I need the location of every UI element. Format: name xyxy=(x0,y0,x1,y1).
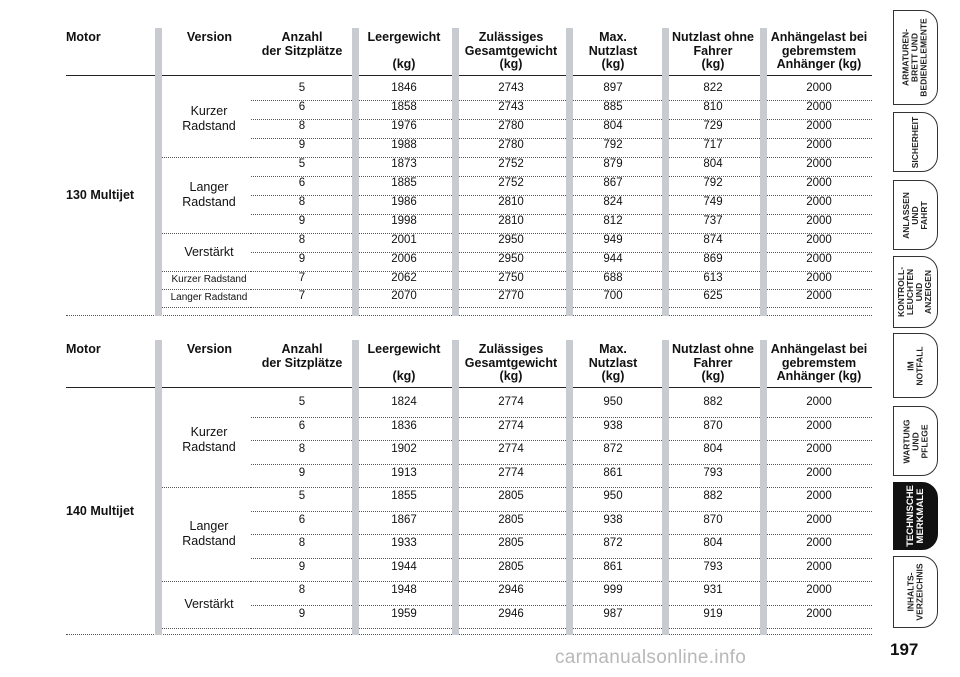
cell-payload: 938 xyxy=(603,419,623,432)
chapter-tabs xyxy=(893,0,960,677)
tab-label: ARMATUREN- BRETT UND BEDIENELEMENTE xyxy=(901,18,929,97)
tab-chapter-7[interactable] xyxy=(893,482,938,550)
cell-payload: 700 xyxy=(603,290,623,302)
version-label: Langer Radstand xyxy=(170,292,248,303)
tab-chapter-4[interactable] xyxy=(893,256,938,328)
header-payload: Max. Nutzlast (kg) xyxy=(588,342,638,383)
cell-seats: 8 xyxy=(298,120,306,132)
cell-payload: 872 xyxy=(603,443,623,456)
table-bottom-line xyxy=(66,634,872,635)
cell-gross: 2950 xyxy=(498,234,524,246)
table-row xyxy=(66,394,872,418)
cell-seats: 9 xyxy=(298,253,306,265)
cell-trailer: 2000 xyxy=(806,177,832,189)
cell-empty: 1933 xyxy=(391,537,417,550)
version-label: Langer Radstand xyxy=(182,519,236,548)
cell-payload_nodriver: 804 xyxy=(703,537,723,550)
tab-label: WARTUNG UND PFLEGE xyxy=(901,419,930,463)
watermark: carmanualsonline.info xyxy=(555,647,747,668)
header-motor: Motor xyxy=(66,342,101,356)
cell-seats: 9 xyxy=(298,139,306,151)
cell-seats: 7 xyxy=(298,290,306,302)
tab-chapter-5[interactable] xyxy=(893,333,938,398)
cell-payload: 885 xyxy=(603,101,623,113)
motor-label: 130 Multijet xyxy=(66,188,135,202)
tab-chapter-2[interactable] xyxy=(893,112,938,172)
version-label: Kurzer Radstand xyxy=(182,104,236,133)
cell-seats: 5 xyxy=(298,490,306,503)
version-divider xyxy=(162,487,251,488)
version-label: Kurzer Radstand xyxy=(171,274,247,285)
cell-payload_nodriver: 625 xyxy=(703,290,723,302)
table-row xyxy=(66,488,872,512)
cell-trailer: 2000 xyxy=(806,443,832,456)
header-payload: Max. Nutzlast (kg) xyxy=(588,30,638,71)
cell-seats: 5 xyxy=(298,396,306,409)
cell-gross: 2950 xyxy=(498,253,524,265)
tab-label: ANLASSEN UND FAHRT xyxy=(901,191,930,239)
column-bar xyxy=(452,340,459,635)
tab-label: INHALTS- VERZEICHNIS xyxy=(905,563,925,621)
cell-empty: 1944 xyxy=(391,560,417,573)
header-version: Version xyxy=(186,342,233,356)
cell-payload_nodriver: 882 xyxy=(703,396,723,409)
version-divider xyxy=(162,233,251,234)
cell-trailer: 2000 xyxy=(806,466,832,479)
cell-payload: 938 xyxy=(603,513,623,526)
cell-trailer: 2000 xyxy=(806,120,832,132)
cell-payload: 824 xyxy=(603,196,623,208)
version-label: Kurzer Radstand xyxy=(182,425,236,454)
cell-gross: 2743 xyxy=(498,101,524,113)
cell-payload: 867 xyxy=(603,177,623,189)
cell-empty: 1858 xyxy=(391,101,417,113)
table-row xyxy=(66,559,872,583)
cell-payload: 861 xyxy=(603,466,623,479)
cell-seats: 9 xyxy=(298,607,306,620)
cell-payload_nodriver: 717 xyxy=(703,139,723,151)
table-row xyxy=(66,465,872,489)
version-label: Verstärkt xyxy=(184,597,234,611)
cell-seats: 8 xyxy=(298,584,306,597)
header-motor: Motor xyxy=(66,30,101,44)
cell-empty: 1959 xyxy=(391,607,417,620)
cell-payload_nodriver: 931 xyxy=(703,584,723,597)
cell-seats: 6 xyxy=(298,419,306,432)
version-divider xyxy=(162,581,251,582)
page-number: 197 xyxy=(890,640,919,659)
version-label: Langer Radstand xyxy=(182,180,236,209)
cell-empty: 1885 xyxy=(391,177,417,189)
cell-gross: 2946 xyxy=(498,584,524,597)
cell-gross: 2805 xyxy=(498,560,524,573)
cell-payload: 999 xyxy=(603,584,623,597)
header-gross: Zulässiges Gesamtgewicht (kg) xyxy=(464,30,558,71)
cell-trailer: 2000 xyxy=(806,396,832,409)
table-row xyxy=(66,158,872,177)
cell-gross: 2774 xyxy=(498,466,524,479)
column-bar xyxy=(662,340,669,635)
cell-gross: 2752 xyxy=(498,158,524,170)
cell-payload_nodriver: 870 xyxy=(703,513,723,526)
cell-gross: 2780 xyxy=(498,120,524,132)
header-trailer: Anhängelast bei gebremstem Anhänger (kg) xyxy=(770,342,868,383)
cell-payload: 949 xyxy=(603,234,623,246)
header-seats: Anzahl der Sitzplätze xyxy=(261,30,343,58)
cell-payload: 861 xyxy=(603,560,623,573)
weights-table-140 xyxy=(66,340,872,635)
cell-gross: 2805 xyxy=(498,490,524,503)
cell-payload_nodriver: 613 xyxy=(703,272,723,284)
tab-chapter-3[interactable] xyxy=(893,180,938,250)
header-empty: Leergewicht (kg) xyxy=(367,342,441,383)
cell-gross: 2810 xyxy=(498,196,524,208)
cell-empty: 1948 xyxy=(391,584,417,597)
cell-trailer: 2000 xyxy=(806,215,832,227)
cell-gross: 2752 xyxy=(498,177,524,189)
cell-trailer: 2000 xyxy=(806,490,832,503)
cell-seats: 7 xyxy=(298,272,306,284)
cell-payload: 804 xyxy=(603,120,623,132)
cell-payload_nodriver: 810 xyxy=(703,101,723,113)
tab-label: KONTROLL- LEUCHTEN UND ANZEIGEN xyxy=(896,266,934,318)
cell-trailer: 2000 xyxy=(806,584,832,597)
cell-empty: 1855 xyxy=(391,490,417,503)
cell-trailer: 2000 xyxy=(806,272,832,284)
cell-payload_nodriver: 870 xyxy=(703,419,723,432)
tab-chapter-1[interactable] xyxy=(893,10,938,105)
cell-payload_nodriver: 792 xyxy=(703,177,723,189)
table-row xyxy=(66,82,872,101)
cell-trailer: 2000 xyxy=(806,253,832,265)
cell-payload: 950 xyxy=(603,490,623,503)
cell-payload_nodriver: 882 xyxy=(703,490,723,503)
cell-trailer: 2000 xyxy=(806,82,832,94)
tab-chapter-8[interactable] xyxy=(893,556,938,628)
cell-seats: 6 xyxy=(298,101,306,113)
column-bar xyxy=(155,340,162,635)
version-divider xyxy=(162,289,251,290)
cell-gross: 2750 xyxy=(498,272,524,284)
header-seats: Anzahl der Sitzplätze xyxy=(261,342,343,370)
cell-gross: 2805 xyxy=(498,513,524,526)
table-body xyxy=(66,76,872,316)
cell-trailer: 2000 xyxy=(806,537,832,550)
cell-payload_nodriver: 793 xyxy=(703,560,723,573)
cell-empty: 1998 xyxy=(391,215,417,227)
cell-empty: 1976 xyxy=(391,120,417,132)
cell-gross: 2946 xyxy=(498,607,524,620)
header-empty: Leergewicht (kg) xyxy=(367,30,441,71)
cell-empty: 1902 xyxy=(391,443,417,456)
header-trailer: Anhängelast bei gebremstem Anhänger (kg) xyxy=(770,30,868,71)
cell-seats: 5 xyxy=(298,82,306,94)
cell-payload_nodriver: 793 xyxy=(703,466,723,479)
cell-empty: 1867 xyxy=(391,513,417,526)
cell-gross: 2780 xyxy=(498,139,524,151)
cell-seats: 9 xyxy=(298,560,306,573)
tab-label: IM NOTFALL xyxy=(905,345,925,386)
cell-gross: 2810 xyxy=(498,215,524,227)
table-row xyxy=(66,215,872,234)
cell-trailer: 2000 xyxy=(806,101,832,113)
header-version: Version xyxy=(186,30,233,44)
column-bar xyxy=(662,28,669,316)
cell-trailer: 2000 xyxy=(806,419,832,432)
header-payload_nodriver: Nutzlast ohne Fahrer (kg) xyxy=(672,30,754,71)
cell-trailer: 2000 xyxy=(806,513,832,526)
cell-seats: 8 xyxy=(298,196,306,208)
tab-chapter-6[interactable] xyxy=(893,406,938,476)
cell-seats: 9 xyxy=(298,215,306,227)
cell-payload: 879 xyxy=(603,158,623,170)
column-bar xyxy=(155,28,162,316)
cell-payload_nodriver: 804 xyxy=(703,443,723,456)
cell-empty: 1836 xyxy=(391,419,417,432)
cell-trailer: 2000 xyxy=(806,234,832,246)
cell-payload_nodriver: 737 xyxy=(703,215,723,227)
cell-empty: 1873 xyxy=(391,158,417,170)
cell-payload: 944 xyxy=(603,253,623,265)
column-bar xyxy=(760,28,767,316)
cell-empty: 2006 xyxy=(391,253,417,265)
cell-seats: 6 xyxy=(298,513,306,526)
cell-empty: 1824 xyxy=(391,396,417,409)
cell-gross: 2774 xyxy=(498,443,524,456)
row-divider xyxy=(251,628,872,629)
cell-trailer: 2000 xyxy=(806,139,832,151)
cell-payload: 812 xyxy=(603,215,623,227)
table-body xyxy=(66,388,872,635)
cell-gross: 2774 xyxy=(498,396,524,409)
column-bar xyxy=(452,28,459,316)
table-row xyxy=(66,139,872,158)
cell-payload: 792 xyxy=(603,139,623,151)
cell-payload: 950 xyxy=(603,396,623,409)
cell-seats: 5 xyxy=(298,158,306,170)
cell-empty: 1846 xyxy=(391,82,417,94)
cell-gross: 2774 xyxy=(498,419,524,432)
cell-payload: 872 xyxy=(603,537,623,550)
table-header xyxy=(66,28,872,76)
cell-payload_nodriver: 729 xyxy=(703,120,723,132)
cell-seats: 8 xyxy=(298,234,306,246)
cell-trailer: 2000 xyxy=(806,560,832,573)
version-divider xyxy=(162,157,251,158)
version-divider xyxy=(162,271,251,272)
column-bar xyxy=(352,340,359,635)
version-divider xyxy=(162,628,251,629)
cell-payload: 688 xyxy=(603,272,623,284)
row-divider xyxy=(251,307,872,308)
cell-payload_nodriver: 749 xyxy=(703,196,723,208)
cell-trailer: 2000 xyxy=(806,290,832,302)
cell-gross: 2805 xyxy=(498,537,524,550)
version-label: Verstärkt xyxy=(184,244,234,259)
cell-seats: 8 xyxy=(298,537,306,550)
cell-empty: 2070 xyxy=(391,290,417,302)
table-bottom-line xyxy=(66,315,872,316)
cell-gross: 2743 xyxy=(498,82,524,94)
cell-empty: 1986 xyxy=(391,196,417,208)
cell-seats: 9 xyxy=(298,466,306,479)
cell-payload: 987 xyxy=(603,607,623,620)
cell-empty: 1988 xyxy=(391,139,417,151)
column-bar xyxy=(566,28,573,316)
motor-label: 140 Multijet xyxy=(66,503,135,518)
cell-empty: 2001 xyxy=(391,234,417,246)
column-bar xyxy=(760,340,767,635)
cell-payload_nodriver: 919 xyxy=(703,607,723,620)
cell-empty: 1913 xyxy=(391,466,417,479)
column-bar xyxy=(352,28,359,316)
cell-empty: 2062 xyxy=(391,272,417,284)
cell-trailer: 2000 xyxy=(806,158,832,170)
cell-trailer: 2000 xyxy=(806,607,832,620)
cell-gross: 2770 xyxy=(498,290,524,302)
cell-trailer: 2000 xyxy=(806,196,832,208)
tab-label: SICHERHEIT xyxy=(910,116,921,168)
header-payload_nodriver: Nutzlast ohne Fahrer (kg) xyxy=(672,342,754,383)
cell-payload_nodriver: 874 xyxy=(703,234,723,246)
column-bar xyxy=(566,340,573,635)
cell-payload: 897 xyxy=(603,82,623,94)
cell-payload_nodriver: 822 xyxy=(703,82,723,94)
version-divider xyxy=(162,307,251,308)
header-gross: Zulässiges Gesamtgewicht (kg) xyxy=(464,342,558,383)
cell-seats: 8 xyxy=(298,443,306,456)
weights-table-130 xyxy=(66,28,872,316)
tab-label: TECHNISCHE MERKMALE xyxy=(904,485,926,547)
cell-payload_nodriver: 869 xyxy=(703,253,723,265)
cell-payload_nodriver: 804 xyxy=(703,158,723,170)
cell-seats: 6 xyxy=(298,177,306,189)
table-header xyxy=(66,340,872,388)
